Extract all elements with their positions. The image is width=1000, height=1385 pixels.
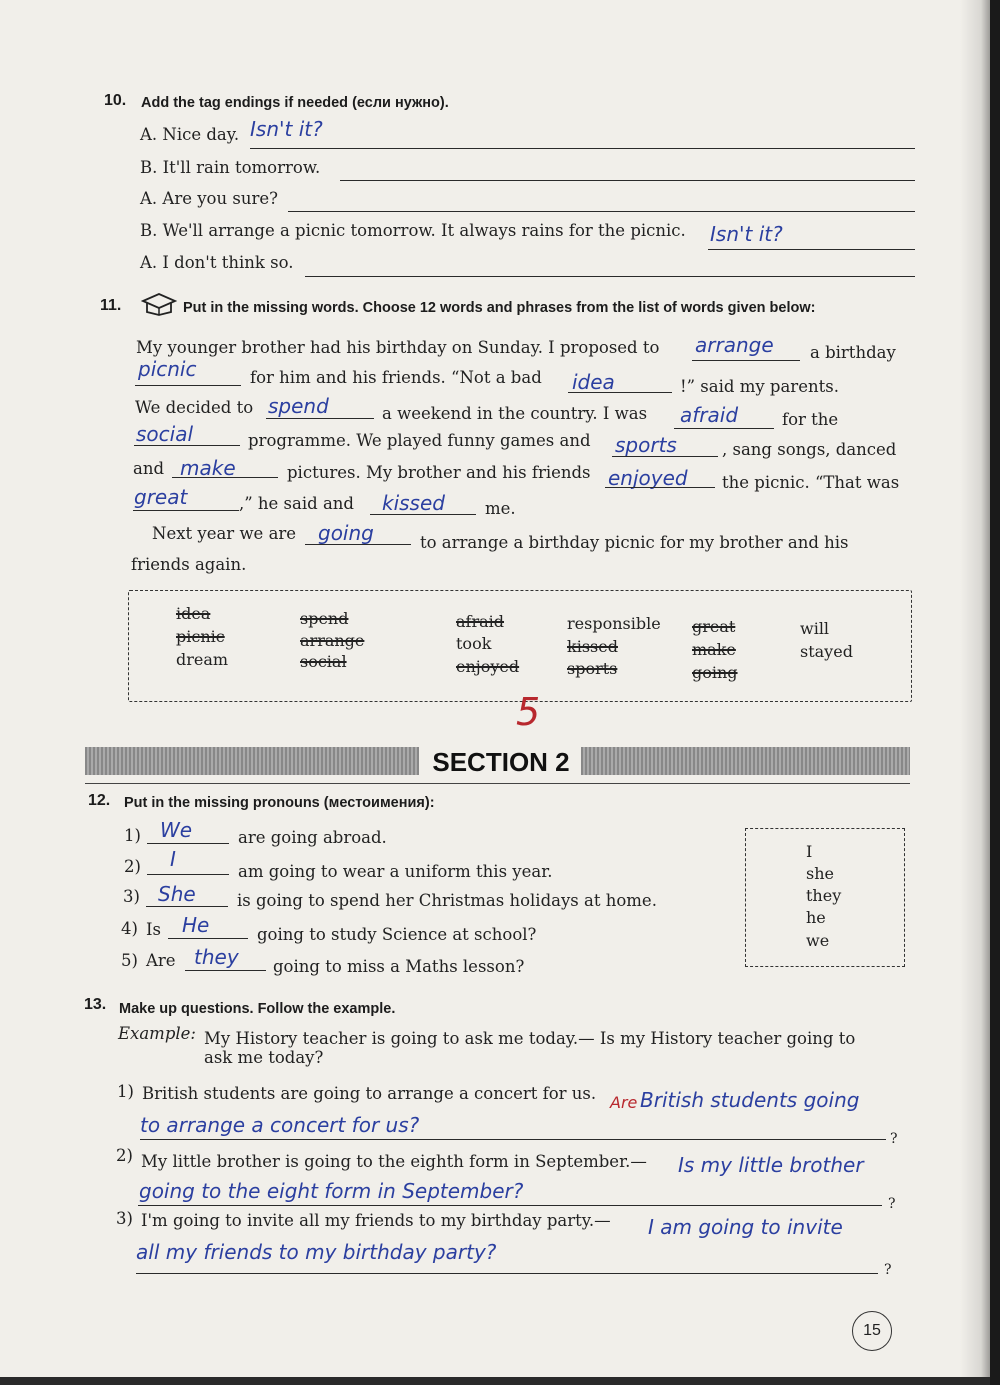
bank-word: enjoyed [456,657,520,676]
ex13-line-3 [136,1273,878,1274]
ex13-item-num: 3) [116,1209,133,1228]
ex12-answer-3: She [158,882,196,906]
ex12-item-text: going to miss a Maths lesson? [273,957,525,976]
ex10-answer-line-1 [250,148,915,149]
ex10-answer-4: Isn't it? [710,222,783,246]
bank-word: will [800,619,830,638]
ex11-text-4b: , sang songs, danced [722,440,897,459]
ex10-answer-line-4 [708,249,915,250]
bank-word: spend [300,609,349,628]
ex11-word-bank-box [128,590,912,702]
ex12-item-text: is going to spend her Christmas holidays at home. [237,891,657,910]
ex13-item-num: 1) [117,1082,134,1101]
ex11-text-1a: My younger brother had his birthday on Sunday. I proposed to [136,338,660,357]
bank-word: picnic [176,627,225,646]
ex10-line-2: B. It'll rain tomorrow. [140,158,321,177]
open-book-icon [141,292,177,316]
ex11-answer-idea: idea [572,370,615,394]
ex11-blank-12 [305,544,411,545]
ex11-text-3b: a weekend in the country. I was [382,404,648,423]
ex13-answer-1b: to arrange a concert for us? [140,1113,420,1137]
ex11-instruction: Put in the missing words. Choose 12 words and phrases from the list of words given below: [183,300,816,316]
ex11-text-2b: !” said my parents. [680,377,839,396]
ex11-blank-10 [133,510,239,511]
bank-word: afraid [456,612,505,631]
ex11-text-2a: for him and his friends. “Not a bad [250,368,542,387]
ex11-text-5b: pictures. My brother and his friends [287,463,591,482]
page-number: 15 [852,1311,892,1351]
ex11-text-6b: me. [485,499,516,518]
bank-word: kissed [567,637,618,656]
ex11-blank-9 [605,487,715,488]
ex11-answer-going: going [318,521,374,545]
ex13-number: 13. [84,996,107,1013]
ex13-item-text: I'm going to invite all my friends to my birthday party.— [141,1211,611,1230]
ex11-blank-5 [674,428,774,429]
ex12-item-num: 5) [121,951,138,970]
ex11-number: 11. [100,297,122,314]
ex12-answer-1: We [160,818,193,842]
ex13-example-line-2: ask me today? [204,1048,324,1067]
ex12-answer-4: He [182,913,210,937]
bank-word: going [692,663,738,682]
ex11-text-6a: ,” he said and [239,494,354,513]
bank-word: great [692,617,736,636]
ex11-answer-make: make [180,456,236,480]
ex11-text-7a: Next year we are [152,524,297,543]
ex13-item-text: British students are going to arrange a concert for us. [142,1084,597,1103]
bank-word: responsible [567,614,661,633]
ex11-text-4a: programme. We played funny games and [248,431,591,450]
ex12-blank-1 [147,843,229,844]
ex13-qmark: ? [890,1131,898,1147]
bank-word: sports [567,659,618,678]
ex11-answer-enjoyed: enjoyed [608,466,688,490]
ex10-line-3: A. Are you sure? [140,189,278,208]
ex10-answer-1: Isn't it? [250,117,323,141]
ex11-text-1b: a birthday [810,343,896,362]
ex13-answer-2b: going to the eight form in September? [139,1179,524,1203]
ex11-answer-great: great [134,485,188,509]
bank-word: idea [176,604,211,623]
ex11-blank-7 [612,456,718,457]
ex11-text-5a: and [133,459,165,478]
ex13-correction: Are [610,1093,638,1112]
ex12-item-num: 3) [123,887,140,906]
ex12-instruction: Put in the missing pronouns (местоимения): [124,795,435,811]
pronoun-word: she [806,864,834,883]
ex13-answer-3b: all my friends to my birthday party? [136,1240,497,1264]
ex13-answer-1a: British students going [640,1088,860,1112]
ex12-item-num: 1) [124,826,141,845]
ex11-answer-arrange: arrange [695,333,774,357]
pronoun-word: I [806,842,813,861]
ex12-item-text: going to study Science at school? [257,925,537,944]
pronoun-word: they [806,886,842,905]
ex13-qmark: ? [888,1196,896,1212]
ex11-text-7b: to arrange a birthday picnic for my brother and his [420,533,849,552]
ex12-number: 12. [88,792,111,809]
ex13-qmark: ? [884,1262,892,1278]
ex10-number: 10. [104,92,127,109]
ex10-answer-line-5 [305,276,915,277]
ex13-example-label: Example: [118,1024,196,1043]
ex13-answer-2a: Is my little brother [678,1153,864,1177]
ex11-text-3c: for the [782,410,839,429]
ex11-text-8: friends again. [131,555,247,574]
ex13-answer-3a: I am going to invite [648,1215,843,1239]
ex10-line-5: A. I don't think so. [140,253,294,272]
teacher-grade: 5 [516,690,541,734]
ex13-line-2 [138,1205,882,1206]
bank-word: arrange [300,631,365,650]
ex11-answer-social: social [136,422,194,446]
ex12-item-num: 2) [124,857,141,876]
ex13-line-1 [140,1139,886,1140]
ex13-example-line-1: My History teacher is going to ask me today.— Is my History teacher going to [204,1029,856,1048]
bank-word: dream [176,650,229,669]
ex12-answer-2: I [170,847,176,871]
ex11-blank-6 [134,445,240,446]
ex10-answer-line-2 [340,180,915,181]
ex12-blank-4 [168,938,248,939]
section-header [85,745,910,779]
ex12-blank-3 [146,906,228,907]
ex11-blank-4 [266,418,374,419]
bank-word: social [300,652,347,671]
section-underline [85,783,910,784]
ex12-item-pre: Are [146,951,176,970]
ex13-item-text: My little brother is going to the eighth form in September.— [141,1152,647,1171]
ex10-answer-line-3 [288,211,915,212]
ex12-item-text: am going to wear a uniform this year. [238,862,553,881]
ex11-blank-11 [370,514,476,515]
pronoun-word: we [806,931,830,950]
ex12-item-pre: Is [146,920,161,939]
ex11-text-5c: the picnic. “That was [722,473,900,492]
ex11-answer-kissed: kissed [382,491,445,515]
ex12-blank-5 [185,970,266,971]
ex10-line-4: B. We'll arrange a picnic tomorrow. It always rains for the picnic. [140,221,686,240]
pronoun-word: he [806,908,826,927]
section-title: SECTION 2 [423,745,579,779]
ex12-item-num: 4) [121,919,138,938]
ex11-blank-3 [568,392,672,393]
ex13-instruction: Make up questions. Follow the example. [119,1001,396,1017]
ex10-line-1: A. Nice day. [140,125,240,144]
ex11-blank-1 [692,360,800,361]
ex12-blank-2 [147,874,229,875]
ex11-text-3a: We decided to [135,398,254,417]
ex11-answer-picnic: picnic [138,357,197,381]
ex11-blank-2 [135,385,241,386]
ex12-item-text: are going abroad. [238,828,387,847]
ex11-answer-sports: sports [615,433,677,457]
ex10-instruction: Add the tag endings if needed (если нужно). [141,95,449,111]
bank-word: took [456,634,492,653]
ex11-answer-afraid: afraid [680,403,739,427]
ex13-item-num: 2) [116,1146,133,1165]
bank-word: stayed [800,642,853,661]
ex12-answer-5: they [194,945,239,969]
ex11-blank-8 [172,477,278,478]
ex11-answer-spend: spend [268,394,329,418]
bank-word: make [692,640,736,659]
